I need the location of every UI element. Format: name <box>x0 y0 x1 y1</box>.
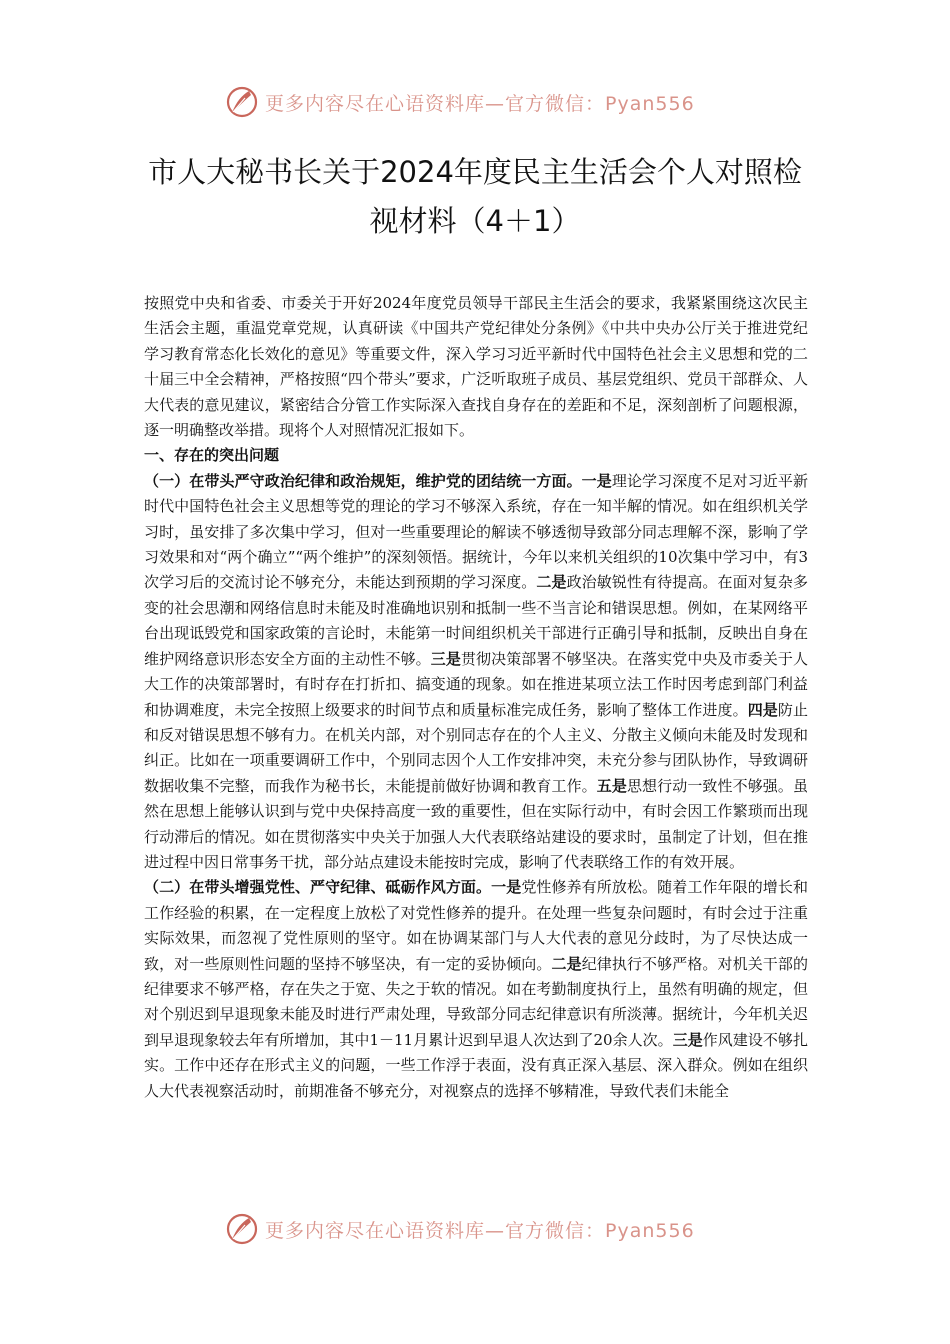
document-title-line-2: 视材料（4＋1） <box>369 204 581 238</box>
banner-text: 更多内容尽在心语资料库—官方微信：Pyan556 <box>265 92 695 115</box>
subsection-1-paragraph: （一）在带头严守政治纪律和政治规矩，维护党的团结统一方面。一是理论学习深度不足对习近平新时代中国特色社会主义思想等党的理论的学习不够深入系统，存在一知半解的情况。如在组织机关学习时，虽安排了多次集中学习，但对一些重要理论的解读不够透彻导致部分同志理解不深，影响了学习效果和对“两个确立”“两个维护”的深刻领悟。据统计，今年以来机关组织的10次集中学习中，有3次学习后的交流讨论不够充分，未能达到预期的学习深度。二是政治敏锐性有待提高。在面对复杂多变的社会思潮和网络信息时未能及时准确地识别和抵制一些不当言论和错误思想。例如，在某网络平台出现诋毁党和国家政策的言论时，未能第一时间组织机关干部进行正确引导和抵制，反映出自身在维护网络意识形态安全方面的主动性不够。三是贯彻决策部署不够坚决。在落实党中央及市委关于人大工作的决策部署时，有时存在打折扣、搞变通的现象。如在推进某项立法工作时因考虑到部门利益和协调难度，未完全按照上级要求的时间节点和质量标准完成任务，影响了整体工作进度。四是防止和反对错误思想不够有力。在机关内部，对个别同志存在的个人主义、分散主义倾向未能及时发现和纠正。比如在一项重要调研工作中，个别同志因个人工作安排冲突，未充分参与团队协作，导致调研数据收集不完整，而我作为秘书长，未能提前做好协调和教育工作。五是思想行动一致性不够强。虽然在思想上能够认识到与党中央保持高度一致的重要性，但在实际行动中，有时会因工作繁琐而出现行动滞后的情况。如在贯彻落实中央关于加强人大代表联络站建设的要求时，虽制定了计划，但在推进过程中因日常事务干扰，部分站点建设未能按时完成，影响了代表联络工作的有效开展。 <box>144 471 808 871</box>
document-body <box>144 291 808 1104</box>
subsection-2-heading: （二）在带头增强党性、严守纪律、砥砺作风方面。 <box>144 878 492 897</box>
intro-paragraph: 按照党中央和省委、市委关于开好2024年度党员领导干部民主生活会的要求，我紧紧围绕这次民主生活会主题，重温党章党规，认真研读《中国共产党纪律处分条例》《中共中央办公厅关于推进党纪学习教育常态化长效化的意见》等重要文件，深入学习习近平新时代中国特色社会主义思想和党的二十届三中全会精神，严格按照“四个带头”要求，广泛听取班子成员、基层党组织、党员干部群众、人大代表的意见建议，紧密结合分管工作实际深入查找自身存在的差距和不足，深刻剖析了问题根源，逐一明确整改举措。现将个人对照情况汇报如下。 <box>144 294 808 440</box>
footer-watermark-banner <box>225 1209 745 1249</box>
document-title-line-1: 市人大秘书长关于2024年度民主生活会个人对照检 <box>148 155 802 189</box>
quill-pen-logo-icon <box>225 85 259 119</box>
subsection-2-paragraph: （二）在带头增强党性、严守纪律、砥砺作风方面。一是党性修养有所放松。随着工作年限的增长和工作经验的积累，在一定程度上放松了对党性修养的提升。在处理一些复杂问题时，有时会过于注重实际效果，而忽视了党性原则的坚守。如在协调某部门与人大代表的意见分歧时，为了尽快达成一致，对一些原则性问题的坚持不够坚决，有一定的妥协倾向。二是纪律执行不够严格。对机关干部的纪律要求不够严格，存在失之于宽、失之于软的情况。如在考勤制度执行上，虽然有明确的规定，但对个别迟到早退现象未能及时进行严肃处理，导致部分同志纪律意识有所淡薄。据统计，今年机关迟到早退现象较去年有所增加，其中1－11月累计迟到早退人次达到了20余人次。三是作风建设不够扎实。工作中还存在形式主义的问题，一些工作浮于表面，没有真正深入基层、深入群众。例如在组织人大代表视察活动时，前期准备不够充分，对视察点的选择不够精准，导致代表们未能全 <box>144 878 808 1100</box>
section-heading: 一、存在的突出问题 <box>144 446 280 465</box>
header-watermark-banner <box>225 82 745 122</box>
subsection-1-heading: （一）在带头严守政治纪律和政治规矩，维护党的团结统一方面。 <box>144 471 582 490</box>
quill-pen-logo-icon <box>225 1212 259 1246</box>
banner-text: 更多内容尽在心语资料库—官方微信：Pyan556 <box>265 1219 695 1242</box>
